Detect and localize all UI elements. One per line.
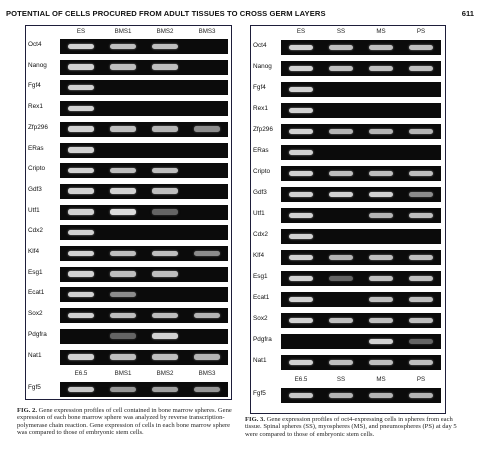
figure2-gel-strip — [60, 101, 228, 116]
figure2-column-label: BMS3 — [198, 28, 216, 35]
figure3-gene-label: Nanog — [253, 63, 272, 70]
figure2-gel-band — [68, 64, 94, 70]
figure3-gel-band — [289, 360, 314, 366]
figure2-gel-row — [26, 182, 231, 201]
figure3-gel-band — [289, 66, 314, 72]
figure2-gene-label: Cripto — [28, 165, 46, 173]
figure3-gel-row — [251, 290, 445, 309]
figure2-gel-band — [68, 209, 94, 215]
figure3-gel-band — [409, 255, 434, 261]
figure-3-caption-label: FIG. 3. — [245, 416, 265, 423]
figure2-gel-band — [110, 188, 136, 194]
figure2-gel-band — [68, 354, 94, 360]
figure2-gel-band — [110, 168, 136, 174]
figure3-gel-strip — [281, 103, 441, 118]
figure2-gel-band — [68, 387, 94, 393]
figure2-gel-band — [194, 387, 220, 393]
figure3-gene-label: Gdf3 — [253, 189, 267, 196]
figure3-bottom-column-label: E6.5 — [294, 376, 308, 383]
figure-2-caption-label: FIG. 2. — [17, 407, 37, 414]
figure2-gene-label: Utf1 — [28, 206, 40, 214]
figure3-gene-label: Oct4 — [253, 42, 267, 49]
figure3-gel-band — [329, 45, 354, 51]
figure3-gel-band — [289, 234, 314, 240]
figure3-gel-band — [409, 360, 434, 366]
figure2-gel-row — [26, 306, 231, 325]
figure3-gel-strip — [281, 145, 441, 160]
figure2-gel-band — [194, 251, 220, 257]
figure3-gel-band — [329, 66, 354, 72]
figure2-gel-band — [152, 126, 178, 132]
figure2-bottom-column-label: E6.5 — [74, 370, 88, 378]
figure3-gel-band — [289, 171, 314, 177]
figure2-gel-band — [152, 333, 178, 339]
figure3-gel-row — [251, 386, 445, 405]
figure2-gel-band — [152, 44, 178, 50]
figure2-gel-row — [26, 161, 231, 180]
figure3-gel-row — [251, 353, 445, 372]
figure2-gel-band — [110, 64, 136, 70]
figure3-gel-row — [251, 311, 445, 330]
figure2-gel-band — [68, 251, 94, 257]
figure2-gel-band — [152, 354, 178, 360]
figure2-gel-strip — [60, 205, 228, 220]
figure3-gel-strip — [281, 271, 441, 286]
figure2-gene-label: Fgf4 — [28, 82, 41, 90]
figure3-gene-label: Nat1 — [253, 357, 267, 364]
figure3-gel-band — [329, 192, 354, 198]
figure3-column-label: MS — [376, 28, 386, 35]
figure2-gel-band — [68, 126, 94, 132]
figure2-gel-band — [110, 251, 136, 257]
figure3-gel-strip — [281, 187, 441, 202]
figure2-bottom-column-label: BMS2 — [156, 370, 174, 378]
figure2-gel-row — [26, 58, 231, 77]
figure3-gel-band — [329, 129, 354, 135]
figure3-gel-band — [289, 276, 314, 282]
figure3-gel-band — [329, 318, 354, 324]
figure3-gel-band — [369, 360, 394, 366]
figure3-gene-label: Sox2 — [253, 315, 268, 322]
figure3-gel-band — [289, 129, 314, 135]
figure3-bottom-column-label: SS — [336, 376, 346, 383]
figure3-gel-band — [289, 192, 314, 198]
figure2-gel-row — [26, 327, 231, 346]
figure3-gel-row — [251, 101, 445, 120]
figure3-gene-label: Cripto — [253, 168, 271, 175]
figure2-gel-strip — [60, 246, 228, 261]
figure2-gel-strip — [60, 163, 228, 178]
figure3-gel-strip — [281, 124, 441, 139]
figure3-gel-band — [369, 213, 394, 219]
figure3-gel-row — [251, 248, 445, 267]
figure3-gene-label: Klf4 — [253, 252, 265, 259]
figure3-gel-strip — [281, 82, 441, 97]
figure2-gel-band — [194, 126, 220, 132]
figure3-gel-band — [369, 129, 394, 135]
figure2-bottom-column-label: BMS3 — [198, 370, 216, 378]
figure2-gel-strip — [60, 80, 228, 95]
figure2-gel-strip — [60, 143, 228, 158]
figure3-column-headers — [251, 28, 445, 38]
figure3-bottom-column-label: PS — [416, 376, 426, 383]
figure3-gel-band — [329, 171, 354, 177]
figure2-gel-band — [68, 271, 94, 277]
figure2-gel-strip — [60, 350, 228, 365]
figure-3-caption — [245, 416, 467, 438]
figure2-gel-strip — [60, 267, 228, 282]
figure2-gel-band — [152, 64, 178, 70]
figure2-gel-row — [26, 265, 231, 284]
page-number: 611 — [461, 9, 474, 18]
figure3-gel-strip — [281, 334, 441, 349]
figure3-gel-row — [251, 143, 445, 162]
figure2-bottom-column-label: BMS1 — [114, 370, 132, 378]
figure3-gel-band — [329, 360, 354, 366]
figure2-gene-label: Ecat1 — [28, 289, 45, 297]
figure2-gel-row — [26, 348, 231, 367]
running-title: POTENTIAL OF CELLS PROCURED FROM ADULT TISSUES TO CROSS GERM LAYERS — [6, 9, 326, 18]
figure3-gel-row — [251, 269, 445, 288]
figure3-gel-band — [409, 339, 434, 345]
figure3-gel-strip — [281, 292, 441, 307]
figure3-column-label: ES — [296, 28, 306, 35]
figure3-gel-band — [409, 171, 434, 177]
page-header — [6, 9, 474, 21]
figure3-gel-band — [409, 393, 434, 399]
figure3-gel-band — [369, 192, 394, 198]
figure2-gel-strip — [60, 287, 228, 302]
figure2-gel-band — [68, 44, 94, 50]
figure2-gene-label: Rex1 — [28, 103, 43, 111]
figure3-gel-band — [289, 150, 314, 156]
figure3-gel-row — [251, 122, 445, 141]
figure3-gel-row — [251, 38, 445, 57]
figure3-gel-band — [369, 66, 394, 72]
figure2-gene-label: Gdf3 — [28, 185, 42, 193]
figure3-gel-band — [369, 393, 394, 399]
figure3-gene-label: Fgf5 — [253, 390, 266, 397]
figure2-gel-strip — [60, 60, 228, 75]
figure2-gene-label: Zfp296 — [28, 123, 48, 131]
figure3-column-label: SS — [336, 28, 346, 35]
figure2-gel-band — [110, 333, 136, 339]
figure2-gel-band — [194, 354, 220, 360]
figure2-gene-label: Nanog — [28, 61, 47, 69]
figure2-gel-band — [110, 126, 136, 132]
figure-2-caption-text: Gene expression profiles of cell contained in bone marrow spheres. Gene expression of each bone marrow sphere was analyzed by reverse transcription-polymerase chain reaction. Gene expression of cells in each bone marrow sphere was compared to those of embryonic stem cells. — [17, 407, 232, 437]
figure3-gel-band — [369, 297, 394, 303]
figure-3-gel-panel — [250, 25, 446, 414]
figure3-gel-row — [251, 227, 445, 246]
figure2-gel-band — [68, 168, 94, 174]
figure3-gel-band — [409, 318, 434, 324]
figure2-gene-label: Cdx2 — [28, 227, 43, 235]
figure2-gel-row — [26, 37, 231, 56]
figure3-column-label: PS — [416, 28, 426, 35]
figure2-gel-band — [110, 44, 136, 50]
figure3-gel-band — [409, 297, 434, 303]
figure3-gene-label: Esg1 — [253, 273, 268, 280]
figure3-gel-band — [289, 393, 314, 399]
figure-3-caption-text: Gene expression profiles of oct4-expressing cells in spheres from each tissue. Spinal spheres (SS), myospheres (MS), and pneumospheres (PS) at day 5 were compared to those of embryonic stem cells. — [245, 416, 457, 438]
figure3-gel-band — [409, 213, 434, 219]
figure2-gel-band — [152, 387, 178, 393]
figure3-gene-label: Fgf4 — [253, 84, 266, 91]
figure2-gel-band — [68, 230, 94, 236]
figure2-gel-band — [110, 271, 136, 277]
figure2-column-label: ES — [76, 28, 86, 35]
figure2-gel-strip — [60, 329, 228, 344]
figure2-gel-band — [110, 387, 136, 393]
figure3-gel-strip — [281, 166, 441, 181]
figure2-gel-band — [152, 188, 178, 194]
figure3-gel-strip — [281, 40, 441, 55]
figure3-gene-label: Ecat1 — [253, 294, 270, 301]
figure3-gel-strip — [281, 355, 441, 370]
figure3-gene-label: Cdx2 — [253, 231, 268, 238]
figure2-gene-label: Fgf5 — [28, 384, 41, 392]
figure2-gel-band — [152, 271, 178, 277]
figure2-gel-row — [26, 380, 231, 399]
figure3-gel-strip — [281, 250, 441, 265]
figure3-gel-row — [251, 164, 445, 183]
figure3-gel-strip — [281, 229, 441, 244]
figure-2-caption — [17, 407, 235, 437]
figure3-bottom-column-labels — [251, 376, 445, 386]
figure3-gel-band — [289, 255, 314, 261]
figure3-gene-label: Utf1 — [253, 210, 265, 217]
figure3-gel-band — [409, 129, 434, 135]
figure3-gene-label: ERas — [253, 147, 269, 154]
figure2-gel-band — [152, 313, 178, 319]
figure2-column-label: BMS2 — [156, 28, 174, 35]
figure2-gel-band — [68, 292, 94, 298]
figure2-gel-band — [110, 209, 136, 215]
figure3-gel-band — [289, 213, 314, 219]
figure3-gel-strip — [281, 313, 441, 328]
figure2-gel-strip — [60, 122, 228, 137]
figure2-gel-row — [26, 203, 231, 222]
figure3-bottom-column-label: MS — [376, 376, 386, 383]
figure3-gel-band — [329, 255, 354, 261]
figure3-gel-band — [369, 255, 394, 261]
figure3-gel-strip — [281, 61, 441, 76]
figure-2-gel-panel — [25, 25, 232, 400]
figure2-gene-label: Sox2 — [28, 310, 43, 318]
figure2-gene-label: Esg1 — [28, 268, 43, 276]
figure2-gel-row — [26, 141, 231, 160]
figure3-gel-band — [369, 339, 394, 345]
figure2-gel-band — [68, 313, 94, 319]
figure2-gel-strip — [60, 308, 228, 323]
figure3-gel-strip — [281, 208, 441, 223]
figure2-bottom-column-labels — [26, 370, 231, 380]
figure2-gel-band — [68, 85, 94, 91]
figure2-gene-label: Oct4 — [28, 41, 42, 48]
figure2-gel-strip — [60, 382, 228, 397]
figure3-gel-band — [289, 297, 314, 303]
figure2-gel-row — [26, 285, 231, 304]
figure3-gene-label: Rex1 — [253, 105, 268, 112]
figure2-gene-label: Klf4 — [28, 248, 40, 255]
figure2-gel-strip — [60, 184, 228, 199]
figure2-gel-row — [26, 78, 231, 97]
figure2-gel-band — [110, 354, 136, 360]
figure3-gel-band — [369, 45, 394, 51]
figure3-gel-band — [289, 108, 314, 114]
figure3-gel-band — [369, 276, 394, 282]
figure3-gel-band — [409, 45, 434, 51]
figure2-gel-band — [110, 292, 136, 298]
figure2-gene-label: ERas — [28, 144, 44, 152]
figure3-gel-row — [251, 332, 445, 351]
figure2-gel-row — [26, 120, 231, 139]
figure3-gel-band — [289, 45, 314, 51]
figure2-gel-band — [194, 313, 220, 319]
figure2-gel-strip — [60, 225, 228, 240]
figure3-gel-band — [329, 393, 354, 399]
figure2-gel-row — [26, 99, 231, 118]
figure2-column-label: BMS1 — [114, 28, 132, 35]
figure3-gel-band — [369, 171, 394, 177]
figure2-gene-label: Pdgfra — [28, 330, 47, 338]
figure2-gel-band — [152, 168, 178, 174]
figure3-gel-strip — [281, 388, 441, 403]
figure2-gel-band — [68, 188, 94, 194]
figure2-gel-band — [68, 106, 94, 112]
figure3-gel-row — [251, 185, 445, 204]
figure2-gel-band — [152, 251, 178, 257]
figure3-gel-row — [251, 206, 445, 225]
figure3-gel-band — [289, 87, 314, 93]
figure2-gene-label: Nat1 — [28, 351, 42, 359]
figure2-gel-band — [110, 313, 136, 319]
figure2-gel-band — [152, 209, 178, 215]
figure2-gel-strip — [60, 39, 228, 54]
figure2-gel-row — [26, 223, 231, 242]
figure3-gene-label: Zfp296 — [253, 126, 273, 133]
figure3-gene-label: Pdgfra — [253, 336, 272, 343]
figure3-gel-band — [409, 192, 434, 198]
figure3-gel-band — [329, 276, 354, 282]
figure3-gel-band — [289, 318, 314, 324]
figure2-gel-band — [68, 147, 94, 153]
figure3-gel-row — [251, 59, 445, 78]
figure3-gel-band — [409, 276, 434, 282]
figure3-gel-band — [369, 318, 394, 324]
figure3-gel-row — [251, 80, 445, 99]
figure2-gel-row — [26, 244, 231, 263]
figure3-gel-band — [409, 66, 434, 72]
